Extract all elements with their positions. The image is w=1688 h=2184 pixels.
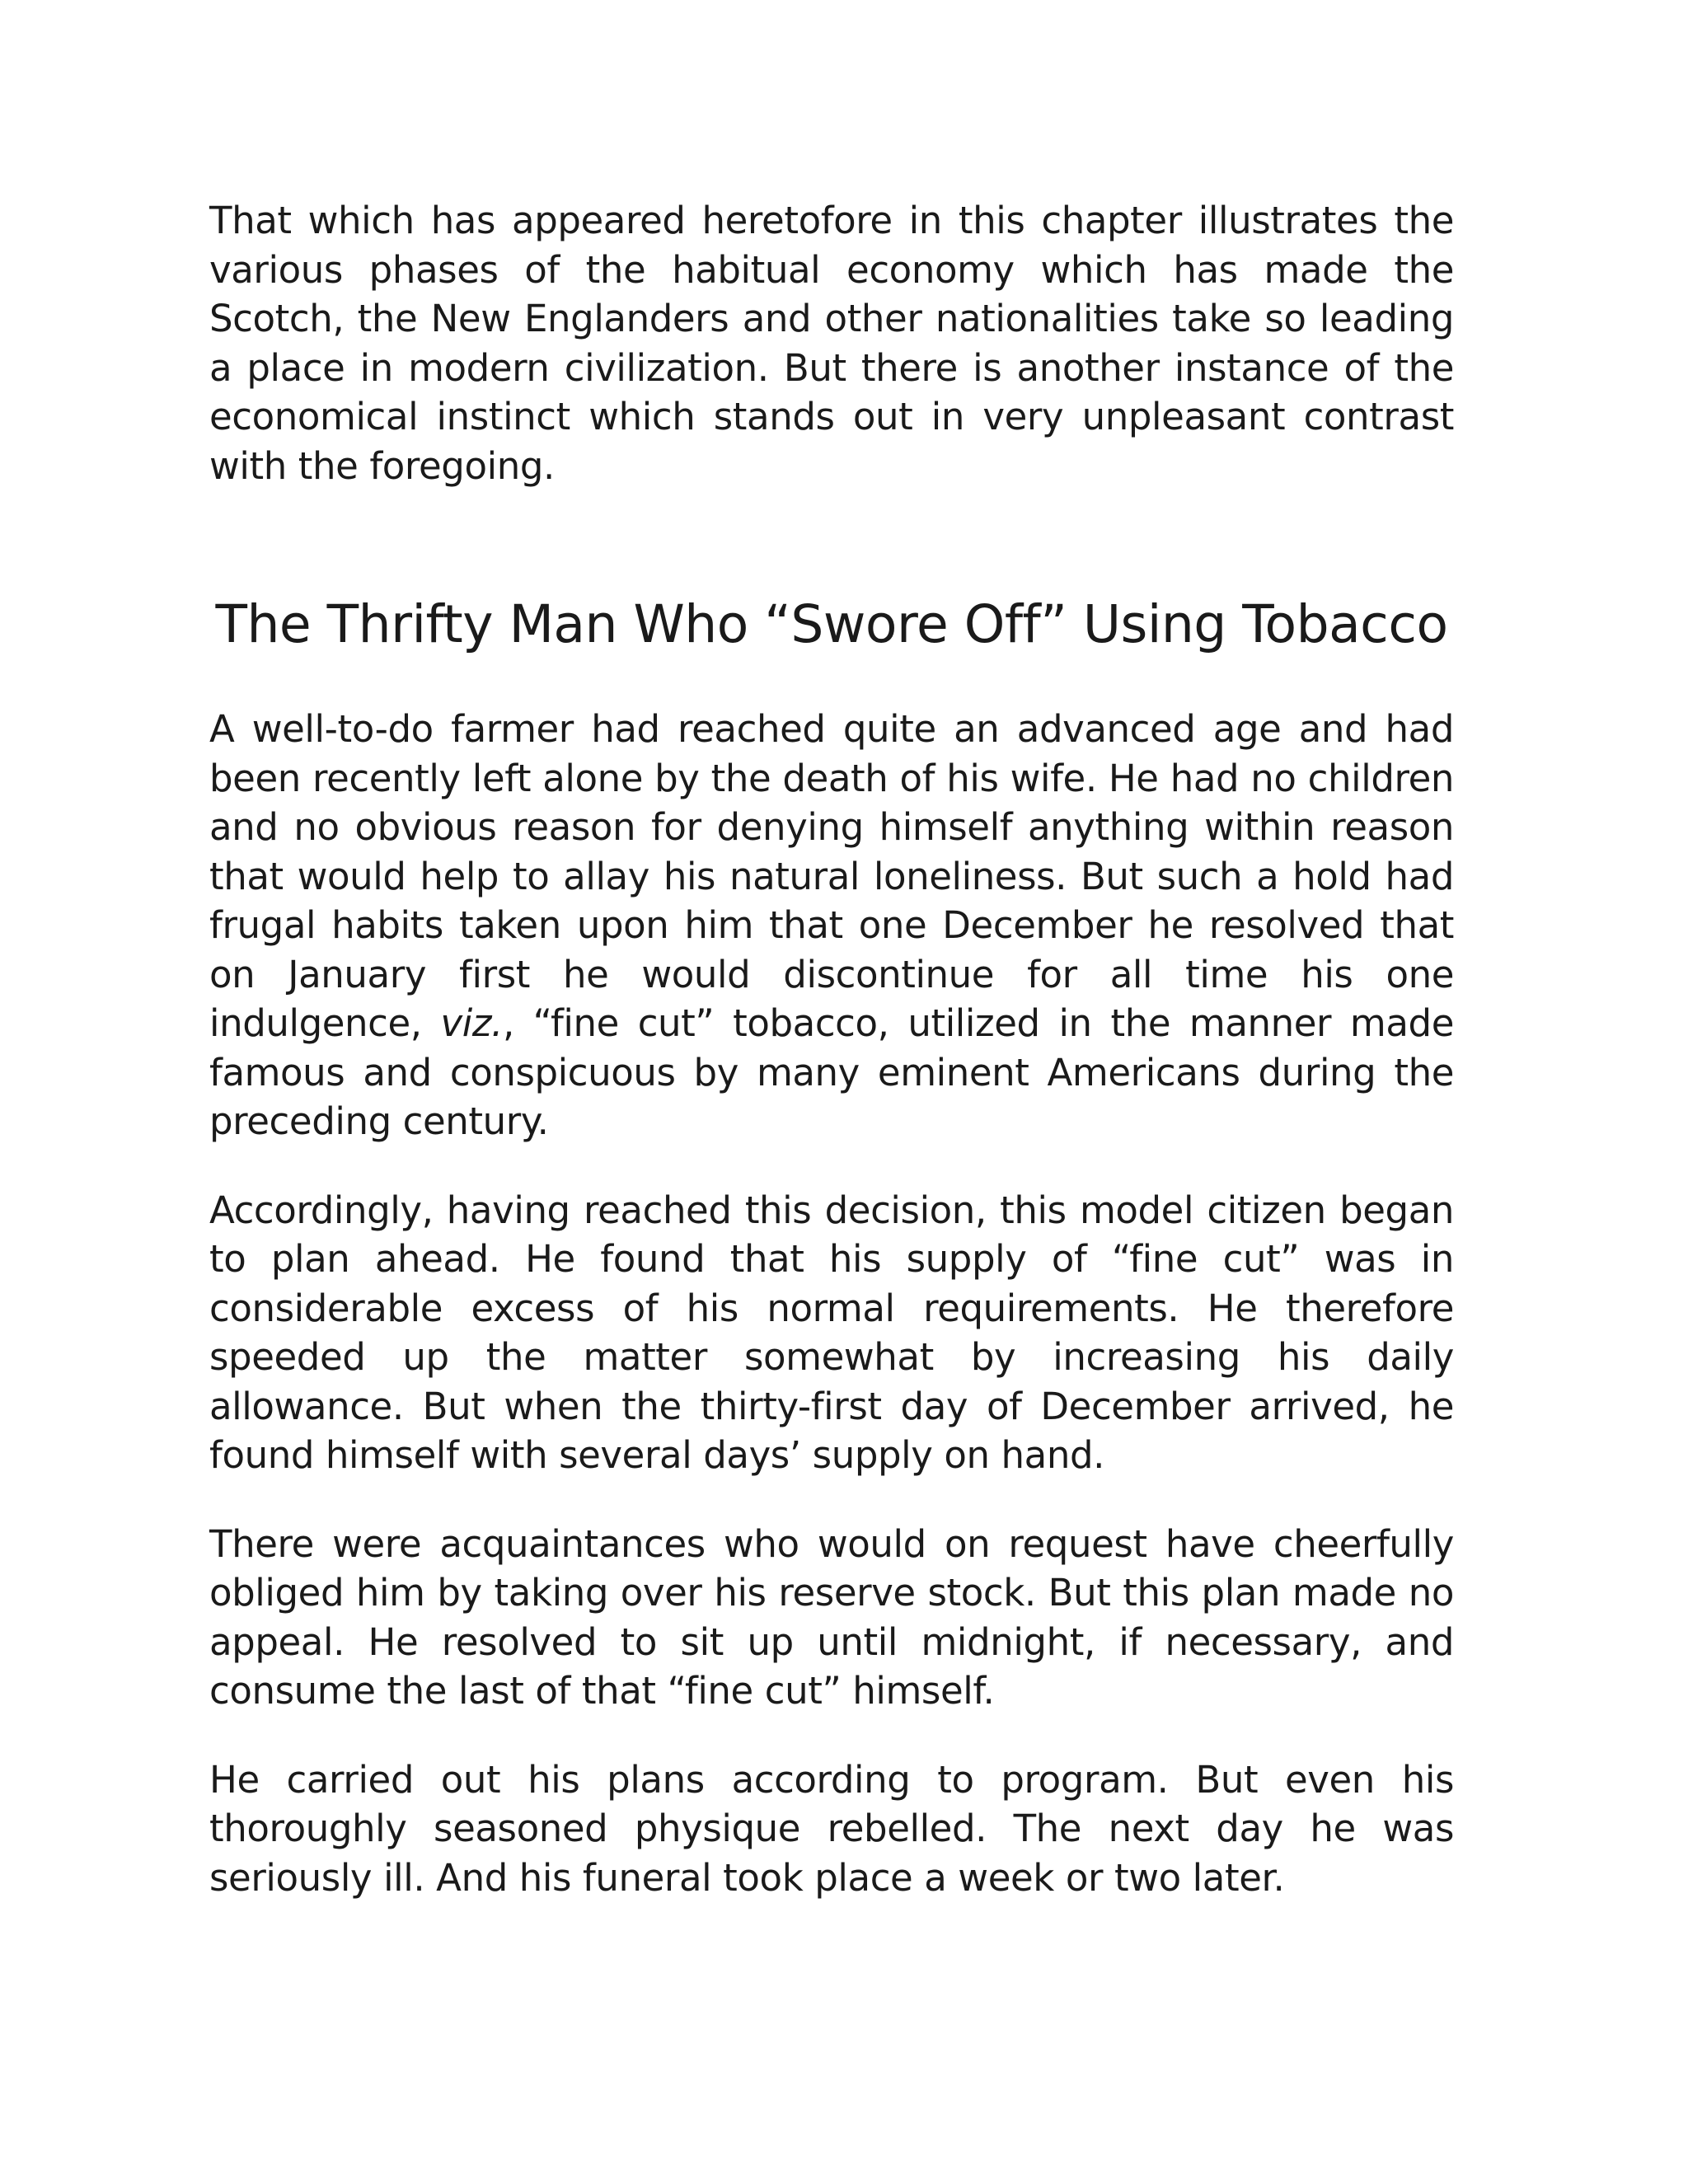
story-paragraph-3: There were acquaintances who would on request have cheerfully obliged him by taking over his reserve stock. But this plan made no appeal. He resolved to sit up until midnight, if necessary, and consume the last of that “fine cut” himself. (209, 1521, 1454, 1713)
story-paragraph-1-text-b: , “fine cut” tobacco, utilized in the manner made famous and conspicuous by many eminent Americans during the preceding century. (209, 1001, 1454, 1143)
story-paragraph-1 (209, 705, 1454, 1146)
intro-paragraph: That which has appeared heretofore in this chapter illustrates the various phases of the habitual economy which has made the Scotch, the New Englanders and other nationalities take so leading a place in modern civilization. But there is another instance of the economical instinct which stands out in very unpleasant contrast with the foregoing. (209, 199, 1454, 488)
story-paragraph-4: He carried out his plans according to program. But even his thoroughly seasoned physique rebelled. The next day he was seriously ill. And his funeral took place a week or two later. (209, 1757, 1454, 1900)
document-page (209, 196, 1454, 1902)
section-heading: The Thrifty Man Who “Swore Off” Using Tobacco (215, 594, 1448, 654)
story-paragraph-1-text-a: A well-to-do farmer had reached quite an advanced age and had been recently left alone by the death of his wife. He had no children and no obvious reason for denying himself anything within reason that would help to allay his natural loneliness. But such a hold had frugal habits taken upon him that one December he resolved that on January first he would discontinue for all time his one indulgence, (209, 707, 1454, 1045)
story-paragraph-1-italic: viz. (440, 1001, 503, 1045)
story-paragraph-2: Accordingly, having reached this decision, this model citizen began to plan ahead. He found that his supply of “fine cut” was in considerable excess of his normal requirements. He therefore speeded up the matter somewhat by increasing his daily allowance. But when the thirty-first day of December arrived, he found himself with several days’ supply on hand. (209, 1188, 1454, 1477)
